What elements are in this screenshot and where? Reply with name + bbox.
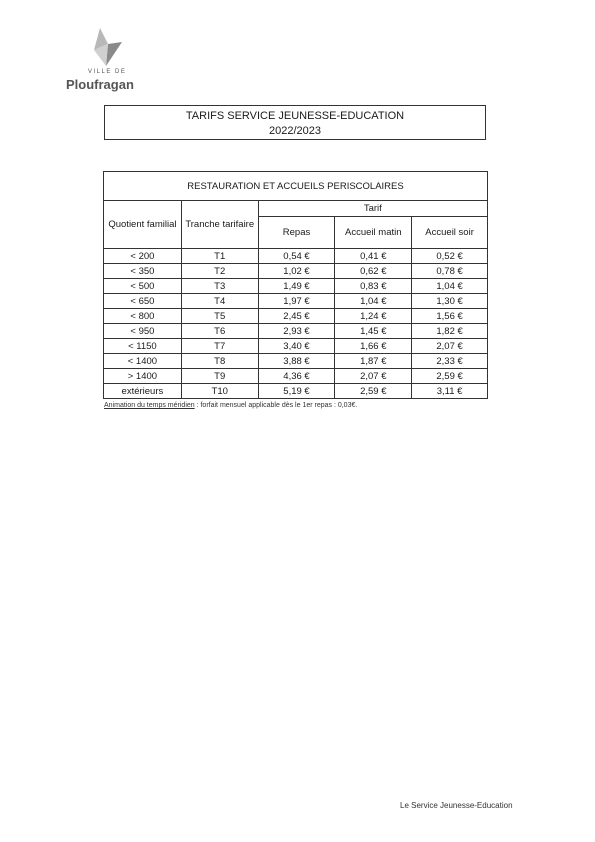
- table-row: [104, 339, 488, 354]
- cell-matin: 0,83 €: [335, 279, 412, 294]
- cell-tranche: T6: [181, 324, 258, 339]
- footnote: [104, 402, 357, 409]
- table-row: [104, 309, 488, 324]
- cell-quotient: < 1150: [104, 339, 182, 354]
- city-logo: [66, 28, 156, 94]
- logo-subtitle: VILLE DE: [88, 69, 127, 75]
- cell-matin: 1,24 €: [335, 309, 412, 324]
- cell-soir: 2,07 €: [412, 339, 488, 354]
- cell-quotient: < 200: [104, 249, 182, 264]
- cell-soir: 3,11 €: [412, 384, 488, 399]
- header-accueil-matin: Accueil matin: [335, 217, 412, 249]
- cell-matin: 2,59 €: [335, 384, 412, 399]
- header-tranche: Tranche tarifaire: [181, 201, 258, 249]
- cell-repas: 2,93 €: [258, 324, 335, 339]
- cell-matin: 0,62 €: [335, 264, 412, 279]
- cell-quotient: < 950: [104, 324, 182, 339]
- cell-repas: 5,19 €: [258, 384, 335, 399]
- cell-tranche: T1: [181, 249, 258, 264]
- cell-quotient: < 500: [104, 279, 182, 294]
- cell-quotient: extérieurs: [104, 384, 182, 399]
- cell-repas: 4,36 €: [258, 369, 335, 384]
- header-tarif: Tarif: [258, 201, 487, 217]
- cell-repas: 1,02 €: [258, 264, 335, 279]
- cell-tranche: T3: [181, 279, 258, 294]
- table-row: [104, 249, 488, 264]
- cell-repas: 1,97 €: [258, 294, 335, 309]
- cell-quotient: < 650: [104, 294, 182, 309]
- logo-name: Ploufragan: [66, 77, 134, 92]
- table-row: [104, 324, 488, 339]
- cell-repas: 0,54 €: [258, 249, 335, 264]
- table-caption: RESTAURATION ET ACCUEILS PERISCOLAIRES: [104, 172, 488, 201]
- cell-soir: 1,04 €: [412, 279, 488, 294]
- document-title: [104, 105, 486, 140]
- cell-repas: 2,45 €: [258, 309, 335, 324]
- cell-tranche: T2: [181, 264, 258, 279]
- cell-soir: 2,33 €: [412, 354, 488, 369]
- table-row: [104, 264, 488, 279]
- table-row: [104, 294, 488, 309]
- cell-soir: 0,78 €: [412, 264, 488, 279]
- cell-soir: 1,30 €: [412, 294, 488, 309]
- cell-tranche: T7: [181, 339, 258, 354]
- cell-matin: 1,04 €: [335, 294, 412, 309]
- header-repas: Repas: [258, 217, 335, 249]
- cell-tranche: T9: [181, 369, 258, 384]
- cell-matin: 0,41 €: [335, 249, 412, 264]
- cell-tranche: T5: [181, 309, 258, 324]
- cell-repas: 1,49 €: [258, 279, 335, 294]
- cell-matin: 1,66 €: [335, 339, 412, 354]
- cell-soir: 2,59 €: [412, 369, 488, 384]
- table-row: [104, 279, 488, 294]
- cell-soir: 0,52 €: [412, 249, 488, 264]
- footer-signature: Le Service Jeunesse-Education: [400, 801, 513, 810]
- cell-soir: 1,56 €: [412, 309, 488, 324]
- header-accueil-soir: Accueil soir: [412, 217, 488, 249]
- cell-matin: 1,87 €: [335, 354, 412, 369]
- table-row: [104, 384, 488, 399]
- cell-repas: 3,40 €: [258, 339, 335, 354]
- title-line2: 2022/2023: [269, 125, 321, 137]
- cell-repas: 3,88 €: [258, 354, 335, 369]
- table-row: [104, 354, 488, 369]
- origami-logo-icon: [90, 28, 126, 68]
- footnote-text: : forfait mensuel applicable dès le 1er repas : 0,03€.: [194, 402, 358, 409]
- cell-tranche: T8: [181, 354, 258, 369]
- header-quotient: Quotient familial: [104, 201, 182, 249]
- tarifs-table: [103, 171, 488, 399]
- title-line1: TARIFS SERVICE JEUNESSE-EDUCATION: [185, 110, 405, 122]
- cell-tranche: T4: [181, 294, 258, 309]
- cell-matin: 1,45 €: [335, 324, 412, 339]
- cell-tranche: T10: [181, 384, 258, 399]
- table-row: [104, 369, 488, 384]
- footnote-emphasis: Animation du temps méridien: [104, 402, 195, 409]
- cell-soir: 1,82 €: [412, 324, 488, 339]
- cell-matin: 2,07 €: [335, 369, 412, 384]
- cell-quotient: > 1400: [104, 369, 182, 384]
- cell-quotient: < 1400: [104, 354, 182, 369]
- cell-quotient: < 350: [104, 264, 182, 279]
- cell-quotient: < 800: [104, 309, 182, 324]
